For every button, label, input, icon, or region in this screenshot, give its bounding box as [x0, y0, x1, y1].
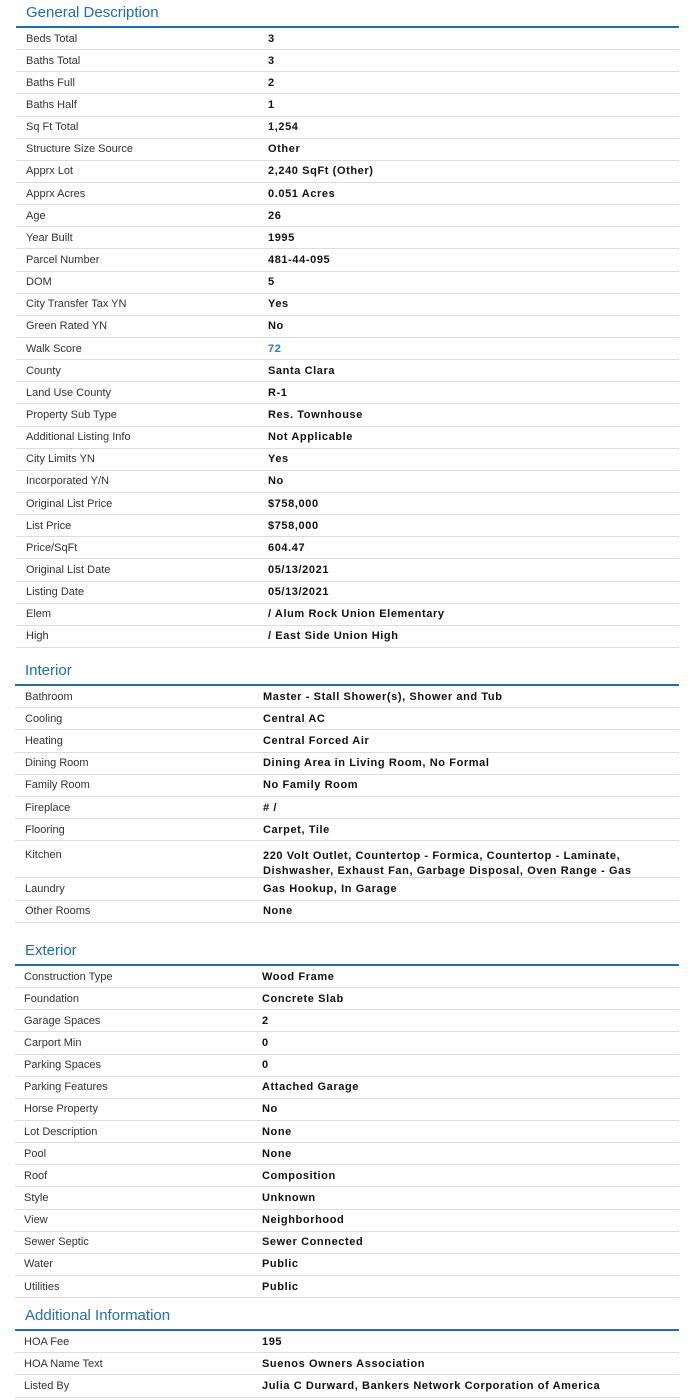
row-label: Family Room: [25, 779, 90, 792]
row-label: Parcel Number: [26, 253, 100, 266]
row-value: None: [263, 905, 293, 918]
row-value: / Alum Rock Union Elementary: [268, 608, 445, 621]
row-label: Walk Score: [26, 342, 82, 355]
row-label: High: [26, 630, 49, 643]
detail-row: [15, 775, 679, 797]
detail-row: [15, 966, 679, 988]
row-value: 1995: [268, 231, 295, 244]
detail-row: [16, 449, 679, 471]
row-label: Flooring: [25, 823, 65, 836]
detail-row: [16, 139, 679, 161]
detail-row: [16, 382, 679, 404]
row-label: Horse Property: [24, 1103, 98, 1116]
row-label: Elem: [26, 608, 52, 621]
row-label: Age: [26, 209, 46, 222]
row-value: Attached Garage: [262, 1081, 360, 1094]
detail-row: [15, 1375, 679, 1397]
row-label: Construction Type: [24, 970, 113, 983]
detail-row: [15, 1121, 679, 1143]
row-value: 2: [268, 76, 275, 89]
row-value: Carpet, Tile: [263, 823, 330, 836]
detail-row: [16, 72, 679, 94]
row-label: Sq Ft Total: [26, 121, 79, 134]
detail-row: [15, 1032, 679, 1054]
row-label: Listed By: [24, 1379, 70, 1392]
row-label: Listing Date: [26, 586, 85, 599]
row-value: Res. Townhouse: [268, 408, 363, 421]
detail-row: [16, 294, 679, 316]
row-label: Year Built: [26, 231, 73, 244]
row-label: Garage Spaces: [24, 1014, 101, 1027]
section-general-description: [16, 2, 679, 648]
row-value: No Family Room: [263, 779, 359, 792]
row-label: Pool: [24, 1147, 47, 1160]
row-label: Beds Total: [26, 32, 78, 45]
row-label: Utilities: [24, 1280, 60, 1293]
row-value: 1: [268, 98, 275, 111]
row-label: Original List Date: [26, 563, 111, 576]
row-label: City Transfer Tax YN: [26, 298, 127, 311]
section-interior: [15, 659, 679, 923]
row-label: Baths Total: [26, 54, 81, 67]
detail-row: [16, 427, 679, 449]
row-value: Not Applicable: [268, 431, 353, 444]
row-value: Yes: [268, 298, 289, 311]
row-value: No: [268, 320, 284, 333]
row-label: Property Sub Type: [26, 408, 117, 421]
detail-row: [15, 1254, 679, 1276]
row-value: Central Forced Air: [263, 734, 370, 747]
row-label: Structure Size Source: [26, 143, 133, 156]
row-value: 1,254: [268, 121, 299, 134]
section-title: Interior: [15, 659, 679, 686]
row-value: Composition: [262, 1169, 336, 1182]
detail-row: [16, 227, 679, 249]
detail-row: [16, 515, 679, 537]
row-value: Central AC: [263, 712, 326, 725]
row-value: $758,000: [268, 519, 319, 532]
detail-row: [15, 1276, 679, 1298]
detail-row: [16, 360, 679, 382]
detail-row: [15, 708, 679, 730]
row-label: DOM: [26, 276, 52, 289]
row-value: Wood Frame: [262, 970, 335, 983]
detail-row: [16, 50, 679, 72]
detail-row: [15, 1187, 679, 1209]
row-value: Public: [262, 1258, 299, 1271]
row-value: Unknown: [262, 1191, 316, 1204]
detail-row: [15, 1143, 679, 1165]
row-value: No: [262, 1103, 278, 1116]
row-value: 0: [262, 1036, 269, 1049]
detail-row: [16, 183, 679, 205]
detail-row: [16, 94, 679, 116]
row-label: Foundation: [24, 992, 80, 1005]
detail-row: [15, 1099, 679, 1121]
detail-row: [15, 1055, 679, 1077]
detail-row: [15, 988, 679, 1010]
row-value: # /: [263, 801, 278, 814]
row-label: Dining Room: [25, 757, 89, 770]
row-label: County: [26, 364, 61, 377]
row-value: Master - Stall Shower(s), Shower and Tub: [263, 690, 503, 703]
detail-row: [15, 1353, 679, 1375]
row-label: HOA Name Text: [24, 1357, 103, 1370]
row-value: 2,240 SqFt (Other): [268, 165, 374, 178]
detail-row: [15, 686, 679, 708]
row-label: View: [24, 1214, 48, 1227]
row-label: Fireplace: [25, 801, 71, 814]
detail-row: [16, 493, 679, 515]
row-value: $758,000: [268, 497, 319, 510]
section-title: Exterior: [15, 939, 679, 966]
detail-row: [15, 753, 679, 775]
detail-row: [15, 1232, 679, 1254]
row-value: 05/13/2021: [268, 586, 330, 599]
row-label: Sewer Septic: [24, 1236, 89, 1249]
row-value: 5: [268, 276, 275, 289]
row-label: Heating: [25, 734, 63, 747]
row-value: / East Side Union High: [268, 630, 399, 643]
detail-row: [16, 249, 679, 271]
section-title: General Description: [16, 2, 679, 28]
detail-row: [15, 1210, 679, 1232]
row-label: Land Use County: [26, 386, 111, 399]
detail-row: [16, 582, 679, 604]
row-value: 0.051 Acres: [268, 187, 336, 200]
row-value: Neighborhood: [262, 1214, 345, 1227]
row-label: Style: [24, 1191, 49, 1204]
detail-row: [15, 878, 679, 900]
row-value: Santa Clara: [268, 364, 336, 377]
row-label: Laundry: [25, 882, 65, 895]
row-label: Parking Spaces: [24, 1059, 102, 1072]
detail-row: [16, 626, 679, 648]
row-label: Roof: [24, 1169, 48, 1182]
row-label: Kitchen: [25, 849, 62, 862]
row-value: Dining Area in Living Room, No Formal: [263, 757, 490, 770]
row-label: City Limits YN: [26, 453, 95, 466]
detail-row: [16, 537, 679, 559]
row-label: Other Rooms: [25, 905, 91, 918]
row-value: Concrete Slab: [262, 992, 344, 1005]
row-value: Suenos Owners Association: [262, 1357, 426, 1370]
detail-row: [15, 1010, 679, 1032]
row-label: Incorporated Y/N: [26, 475, 109, 488]
row-value: Gas Hookup, In Garage: [263, 882, 398, 895]
detail-row: [16, 471, 679, 493]
row-label: Baths Half: [26, 98, 77, 111]
section-exterior: [15, 939, 679, 1298]
section-additional-information: [15, 1305, 679, 1398]
detail-row: [16, 338, 679, 360]
row-value: 195: [262, 1335, 283, 1348]
walk-score-link[interactable]: 72: [268, 342, 282, 355]
detail-row: [16, 205, 679, 227]
detail-row: [16, 316, 679, 338]
row-label: Cooling: [25, 712, 63, 725]
row-value: 3: [268, 32, 275, 45]
detail-row: [15, 819, 679, 841]
detail-row: [16, 559, 679, 581]
row-value: 26: [268, 209, 282, 222]
row-value: Julia C Durward, Bankers Network Corporation of America: [262, 1379, 601, 1392]
row-value: 481-44-095: [268, 253, 331, 266]
row-label: Parking Features: [24, 1081, 108, 1094]
row-label: Additional Listing Info: [26, 431, 131, 444]
row-value: None: [262, 1147, 292, 1160]
row-label: Price/SqFt: [26, 541, 78, 554]
row-label: Water: [24, 1258, 53, 1271]
row-label: HOA Fee: [24, 1335, 70, 1348]
detail-row: [15, 841, 679, 878]
detail-row: [15, 1165, 679, 1187]
row-value: Other: [268, 143, 301, 156]
section-title: Additional Information: [15, 1305, 679, 1331]
row-value: 2: [262, 1014, 269, 1027]
row-value: 05/13/2021: [268, 563, 330, 576]
row-label: Baths Full: [26, 76, 75, 89]
row-value: None: [262, 1125, 292, 1138]
row-value: No: [268, 475, 284, 488]
detail-row: [15, 797, 679, 819]
row-value: 0: [262, 1059, 269, 1072]
row-label: Apprx Acres: [26, 187, 86, 200]
row-value: 220 Volt Outlet, Countertop - Formica, Countertop - Laminate, Dishwasher, Exhaust Fan, Garbage Disposal, Oven Range - Gas: [263, 850, 632, 878]
detail-row: [15, 901, 679, 923]
row-label: Original List Price: [26, 497, 113, 510]
row-value: Public: [262, 1280, 299, 1293]
detail-row: [16, 117, 679, 139]
row-label: List Price: [26, 519, 72, 532]
row-value: 3: [268, 54, 275, 67]
row-value: 604.47: [268, 541, 306, 554]
detail-row: [15, 1077, 679, 1099]
detail-row: [16, 404, 679, 426]
detail-row: [16, 28, 679, 50]
detail-row: [16, 604, 679, 626]
detail-row: [16, 161, 679, 183]
detail-row: [15, 1331, 679, 1353]
row-label: Green Rated YN: [26, 320, 108, 333]
row-label: Carport Min: [24, 1036, 82, 1049]
detail-row: [16, 272, 679, 294]
row-label: Lot Description: [24, 1125, 98, 1138]
row-value: Yes: [268, 453, 289, 466]
detail-row: [15, 730, 679, 752]
row-label: Apprx Lot: [26, 165, 74, 178]
row-value: R-1: [268, 386, 288, 399]
row-value: Sewer Connected: [262, 1236, 364, 1249]
row-label: Bathroom: [25, 690, 73, 703]
